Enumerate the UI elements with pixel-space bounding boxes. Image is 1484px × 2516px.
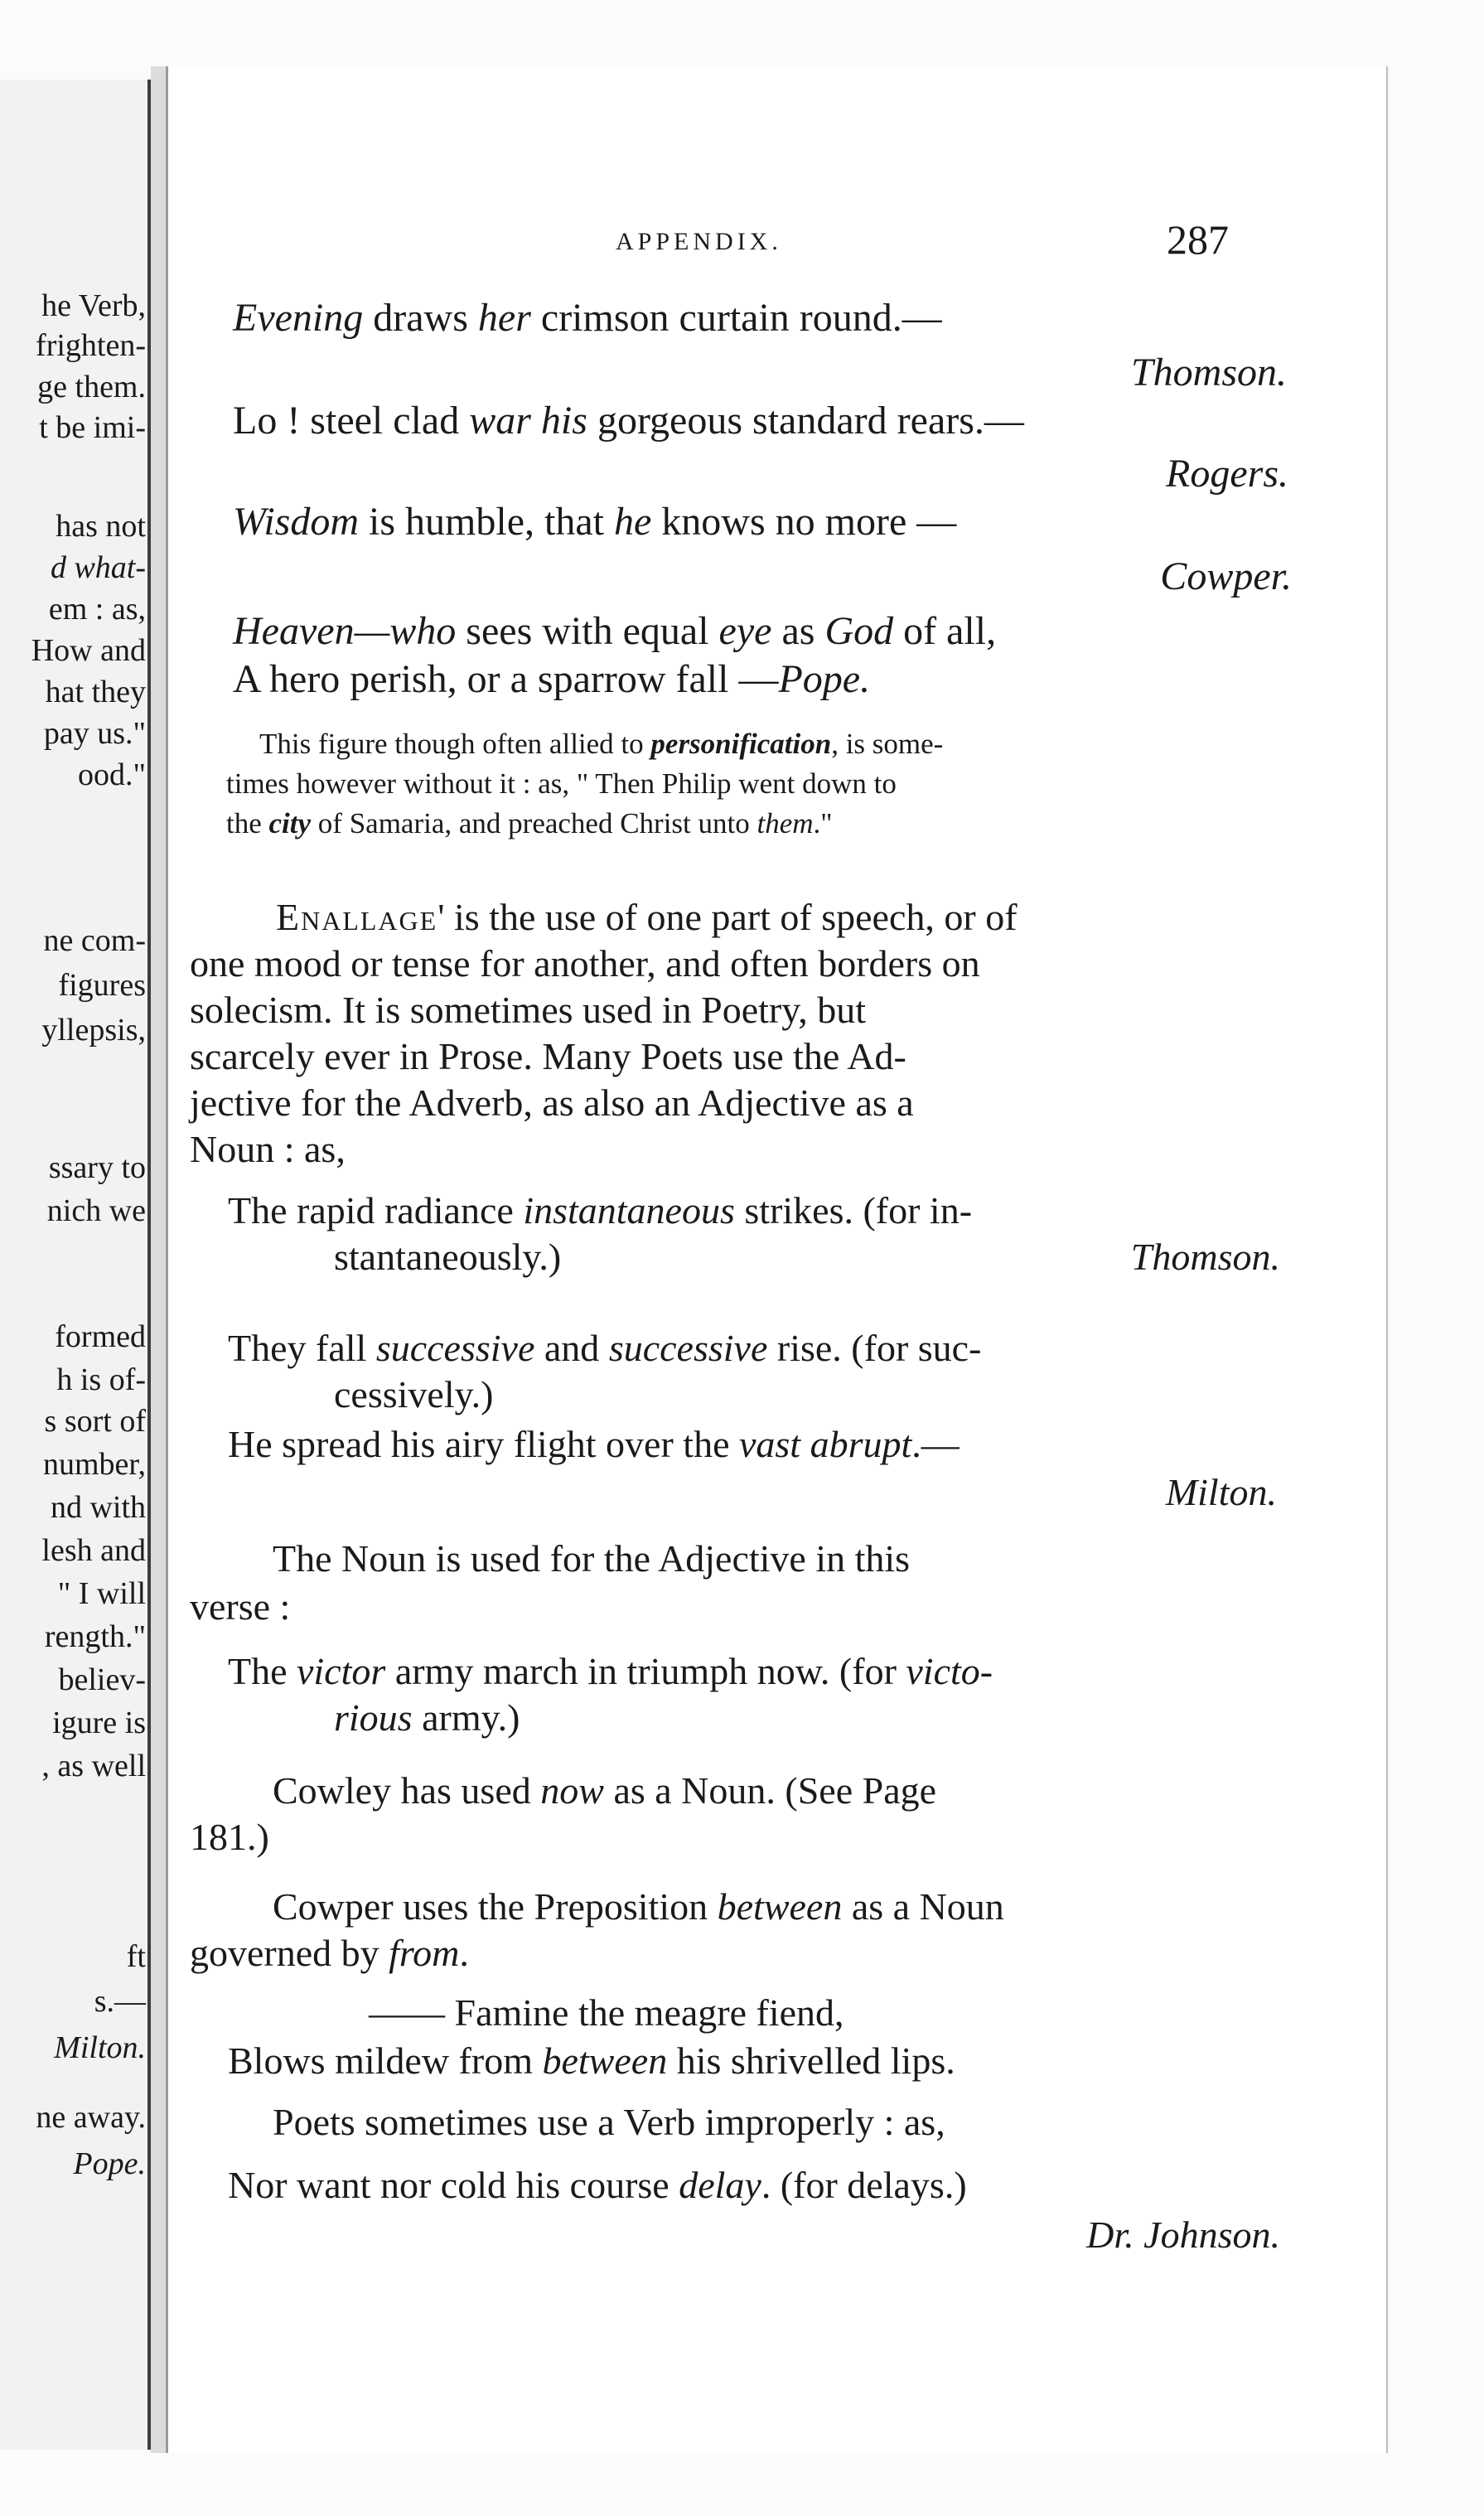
- left-line: em : as,: [48, 592, 146, 627]
- left-line: nd with: [50, 1490, 146, 1525]
- verse-attribution: Thomson.: [1130, 1236, 1280, 1278]
- left-line: nich we: [46, 1193, 146, 1228]
- paragraph-line: Enallage' is the use of one part of speech, or of: [276, 896, 1018, 938]
- left-line: d what-: [50, 550, 146, 585]
- left-line: frighten-: [36, 328, 146, 363]
- left-line: believ-: [58, 1662, 146, 1697]
- left-line: ge them.: [37, 370, 146, 404]
- left-line: pay us.": [43, 716, 146, 751]
- left-line: figures: [58, 968, 146, 1003]
- left-line: s.—: [94, 1984, 146, 2019]
- paragraph-line: Poets sometimes use a Verb improperly : as,: [273, 2101, 945, 2143]
- left-line: has not: [56, 509, 146, 544]
- left-line: yllepsis,: [41, 1013, 146, 1048]
- left-line: lesh and: [41, 1533, 146, 1568]
- left-line: ne away.: [36, 2100, 146, 2135]
- left-line: s sort of: [44, 1404, 146, 1439]
- verse-line: Blows mildew from between his shrivelled lips.: [228, 2039, 955, 2082]
- paragraph-line: jective for the Adverb, as also an Adjective as a: [190, 1081, 914, 1124]
- paragraph-line: one mood or tense for another, and often borders on: [190, 942, 980, 985]
- verse-line: Evening draws her crimson curtain round.—: [233, 296, 942, 340]
- left-line: " I will: [57, 1576, 146, 1611]
- left-line: rength.": [44, 1619, 146, 1654]
- verse-attribution: Cowper.: [1160, 554, 1292, 598]
- note-line: the city of Samaria, and preached Christ unto them.": [226, 807, 833, 839]
- left-line: number,: [42, 1447, 146, 1482]
- left-line: ft: [126, 1939, 146, 1974]
- paragraph-line: governed by from.: [190, 1932, 469, 1974]
- verse-attribution: Dr. Johnson.: [1086, 2214, 1280, 2256]
- verse-line: They fall successive and successive rise. (for suc-: [228, 1327, 982, 1369]
- left-line: hat they: [45, 675, 146, 709]
- left-line: h is of-: [56, 1362, 146, 1397]
- paragraph-line: 181.): [190, 1816, 269, 1858]
- page-gutter: [151, 66, 166, 2453]
- verse-line: cessively.): [334, 1373, 494, 1415]
- paragraph-line: scarcely ever in Prose. Many Poets use the Ad-: [190, 1035, 906, 1077]
- left-line: Milton.: [54, 2030, 146, 2065]
- verse-line: —— Famine the meagre fiend,: [369, 1991, 844, 2034]
- verse-attribution: Thomson.: [1130, 351, 1287, 394]
- verse-line: Wisdom is humble, that he knows no more —: [233, 500, 957, 544]
- verse-line: A hero perish, or a sparrow fall —Pope.: [233, 657, 871, 701]
- left-line: igure is: [52, 1706, 146, 1740]
- verse-line: Heaven—who sees with equal eye as God of all,: [233, 609, 997, 653]
- verse-line: rious army.): [334, 1696, 520, 1739]
- left-line: , as well: [41, 1749, 146, 1783]
- note-line: This figure though often allied to personification, is some-: [259, 728, 944, 760]
- paragraph-line: Noun : as,: [190, 1128, 346, 1170]
- paragraph-line: The Noun is used for the Adjective in this: [273, 1537, 911, 1580]
- book-page: [166, 66, 1388, 2453]
- verse-line: Lo ! steel clad war his gorgeous standard rears.—: [233, 399, 1024, 443]
- running-header: APPENDIX.: [616, 228, 782, 255]
- left-line: ood.": [77, 757, 146, 792]
- left-line: t be imi-: [39, 410, 146, 445]
- verse-attribution: Rogers.: [1166, 452, 1288, 496]
- left-line: ssary to: [48, 1150, 146, 1185]
- verse-line: stantaneously.): [334, 1236, 562, 1278]
- left-line: formed: [55, 1319, 146, 1354]
- verse-line: The rapid radiance instantaneous strikes. (for in-: [228, 1189, 973, 1231]
- left-line: How and: [31, 633, 146, 668]
- left-page-fragment: [0, 80, 151, 2450]
- verse-line: Nor want nor cold his course delay. (for delays.): [228, 2164, 967, 2206]
- verse-line: The victor army march in triumph now. (for victo-: [228, 1650, 993, 1692]
- page-number: 287: [1167, 216, 1229, 263]
- paragraph-line: solecism. It is sometimes used in Poetry, but: [190, 989, 867, 1031]
- paragraph-line: verse :: [190, 1585, 291, 1628]
- verse-line: He spread his airy flight over the vast abrupt.—: [228, 1423, 960, 1465]
- paragraph-line: Cowper uses the Preposition between as a Noun: [273, 1885, 1004, 1928]
- left-line: he Verb,: [41, 288, 146, 323]
- left-line: ne com-: [43, 923, 146, 958]
- left-line: Pope.: [73, 2146, 146, 2181]
- paragraph-line: Cowley has used now as a Noun. (See Page: [273, 1769, 937, 1812]
- note-line: times however without it : as, " Then Philip went down to: [226, 767, 897, 800]
- verse-attribution: Milton.: [1165, 1471, 1277, 1513]
